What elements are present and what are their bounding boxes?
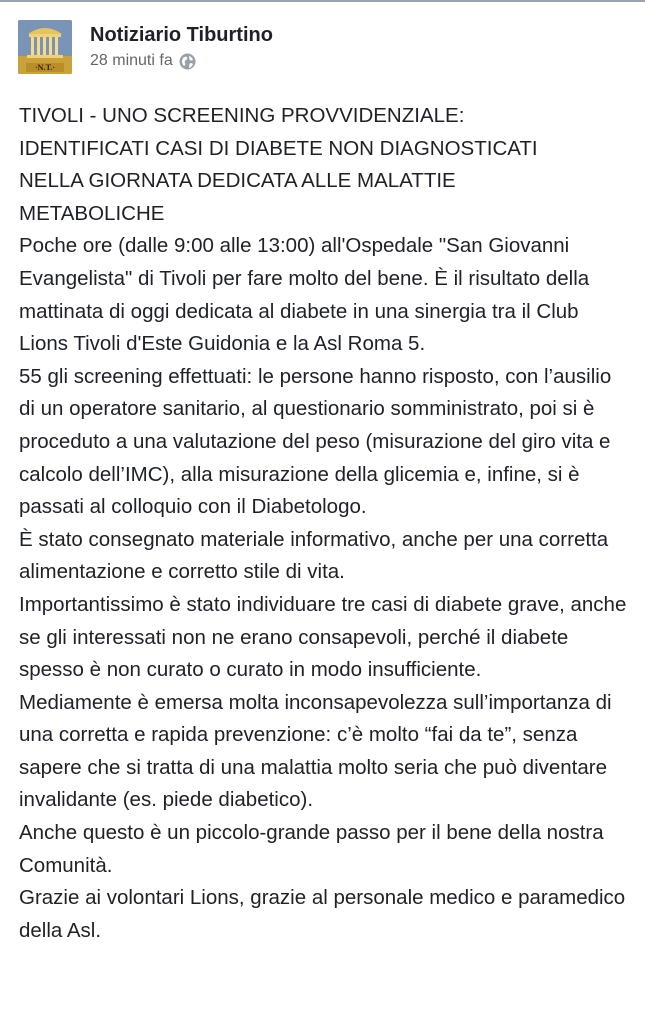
temple-logo-icon (18, 20, 72, 74)
post-paragraph: Mediamente è emersa molta inconsapevolezza sull’importanza di una corretta e rapida prevenzione: c’è molto “fai da te”, senza sapere che si tratta di una malattia molto seria che può diventare invalidante (es. piede diabetico). (19, 690, 612, 812)
post-paragraph: Anche questo è un piccolo-grande passo per il bene della nostra Comunità. (19, 821, 604, 877)
post-paragraph: È stato consegnato materiale informativo, anche per una corretta alimentazione e corretto stile di vita. (19, 527, 609, 584)
globe-icon[interactable] (179, 53, 196, 70)
top-divider (0, 0, 645, 2)
post-timestamp[interactable]: 28 minuti fa (90, 52, 173, 69)
avatar-text: ·N.T.· (34, 63, 56, 72)
page-avatar[interactable] (18, 20, 72, 74)
post-paragraph: Importantissimo è stato individuare tre casi di diabete grave, anche se gli interessati non ne erano consapevoli, perché il diabete spesso è non curato o curato in modo insufficiente. (19, 592, 627, 682)
post-paragraph: 55 gli screening effettuati: le persone hanno risposto, con l’ausilio di un operatore sanitario, al questionario somministrato, poi si è proceduto a una valutazione del peso (misurazione del giro vita e calcolo dell’IMC), alla misurazione della glicemia e, infine, si è passati al colloquio con il Diabetologo. (19, 364, 612, 519)
post-headline: TIVOLI - UNO SCREENING PROVVIDENZIALE: IDENTIFICATI CASI DI DIABETE NON DIAGNOSTICATI NELLA GIORNATA DEDICATA ALLE MALATTIE METABOLICHE (19, 104, 538, 225)
post-body (19, 100, 631, 947)
page-name-link[interactable]: Notiziario Tiburtino (90, 24, 273, 46)
post-header (18, 18, 628, 78)
post-paragraph: Poche ore (dalle 9:00 alle 13:00) all'Ospedale "San Giovanni Evangelista" di Tivoli per fare molto del bene. È il risultato della mattinata di oggi dedicata al diabete in una sinergia tra il Club Lions Tivoli d'Este Guidonia e la Asl Roma 5. (19, 234, 590, 356)
post-paragraph: Grazie ai volontari Lions, grazie al personale medico e paramedico della Asl. (19, 886, 626, 942)
post-meta (90, 52, 196, 70)
